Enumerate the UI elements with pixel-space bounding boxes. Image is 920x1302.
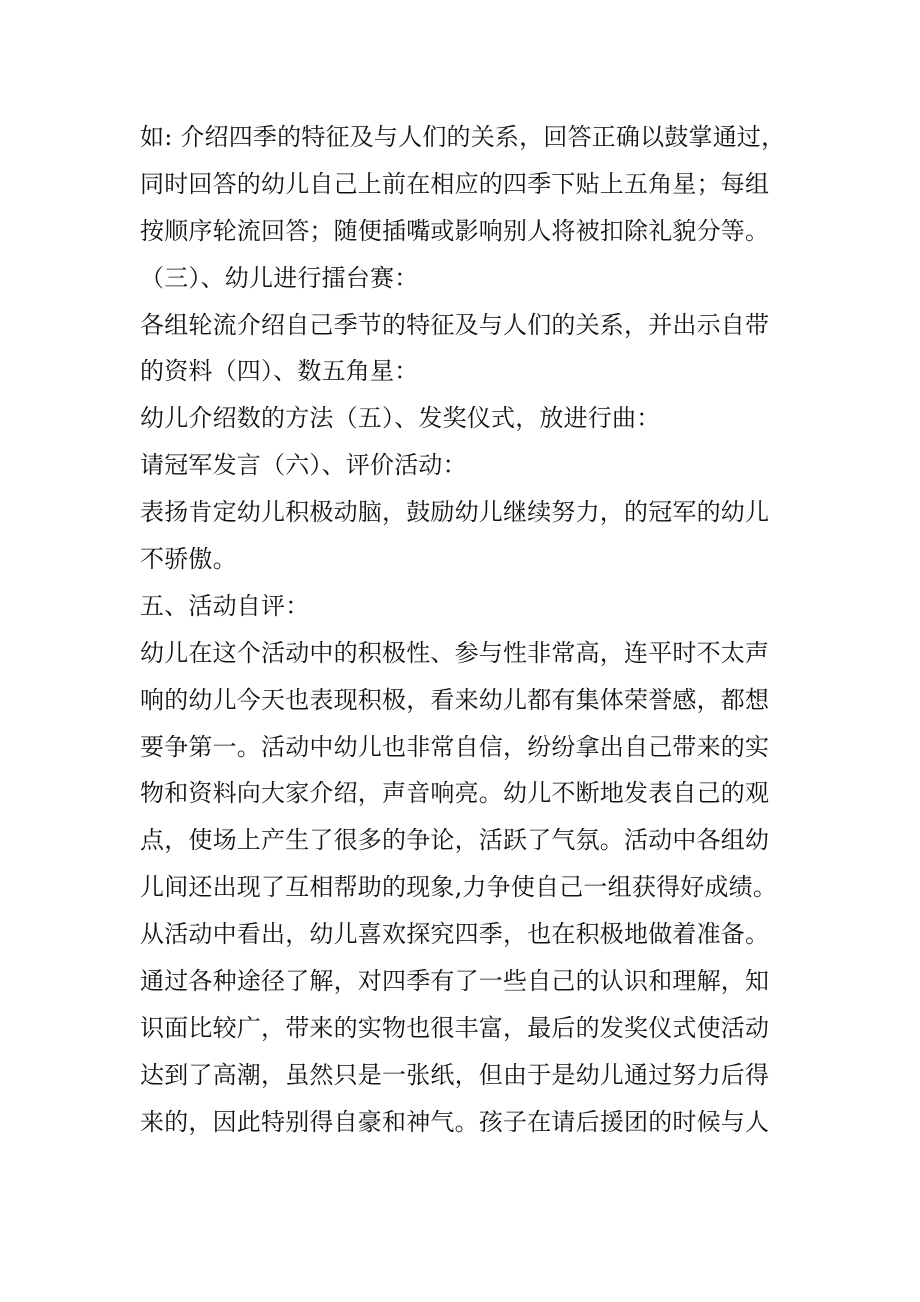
text-line: 识面比较广，带来的实物也很丰富，最后的发奖仪式使活动 bbox=[140, 1013, 770, 1042]
text-line: 儿间还出现了互相帮助的现象,力争使自己一组获得好成绩。 bbox=[140, 873, 778, 902]
text-line: 从活动中看出，幼儿喜欢探究四季，也在积极地做着准备。 bbox=[140, 920, 770, 949]
text-line: 通过各种途径了解，对四季有了一些自己的认识和理解，知 bbox=[140, 967, 770, 996]
text-line: 要争第一。活动中幼儿也非常自信，纷纷拿出自己带来的实 bbox=[140, 732, 770, 761]
text-line: 的资料（四）、数五角星： bbox=[140, 357, 419, 386]
text-line: 点，使场上产生了很多的争论，活跃了气氛。活动中各组幼 bbox=[140, 826, 770, 855]
text-line: 按顺序轮流回答；随便插嘴或影响别人将被扣除礼貌分等。 bbox=[140, 216, 770, 245]
text-line: 幼儿在这个活动中的积极性、参与性非常高，连平时不太声 bbox=[140, 638, 770, 667]
document-body bbox=[140, 114, 800, 1146]
text-line: 幼儿介绍数的方法（五）、发奖仪式，放进行曲： bbox=[140, 404, 661, 433]
text-line: 表扬肯定幼儿积极动脑，鼓励幼儿继续努力，的冠军的幼儿 bbox=[140, 498, 770, 527]
section-heading: （三）、幼儿进行擂台赛： bbox=[140, 263, 419, 292]
text-line: 如: 介绍四季的特征及与人们的关系，回答正确以鼓掌通过， bbox=[140, 123, 786, 151]
text-line: 同时回答的幼儿自己上前在相应的四季下贴上五角星；每组 bbox=[140, 169, 770, 198]
text-line: 来的，因此特别得自豪和神气。孩子在请后援团的时候与人 bbox=[140, 1107, 770, 1136]
text-line: 响的幼儿今天也表现积极，看来幼儿都有集体荣誉感，都想 bbox=[140, 685, 770, 714]
section-heading: 五、活动自评： bbox=[140, 591, 310, 620]
text-line: 不骄傲。 bbox=[140, 545, 237, 574]
text-line: 达到了高潮，虽然只是一张纸，但由于是幼儿通过努力后得 bbox=[140, 1060, 770, 1089]
text-line: 物和资料向大家介绍，声音响亮。幼儿不断地发表自己的观 bbox=[140, 779, 770, 808]
text-line: 各组轮流介绍自己季节的特征及与人们的关系，并出示自带 bbox=[140, 310, 770, 339]
text-line: 请冠军发言（六）、评价活动： bbox=[140, 451, 467, 480]
